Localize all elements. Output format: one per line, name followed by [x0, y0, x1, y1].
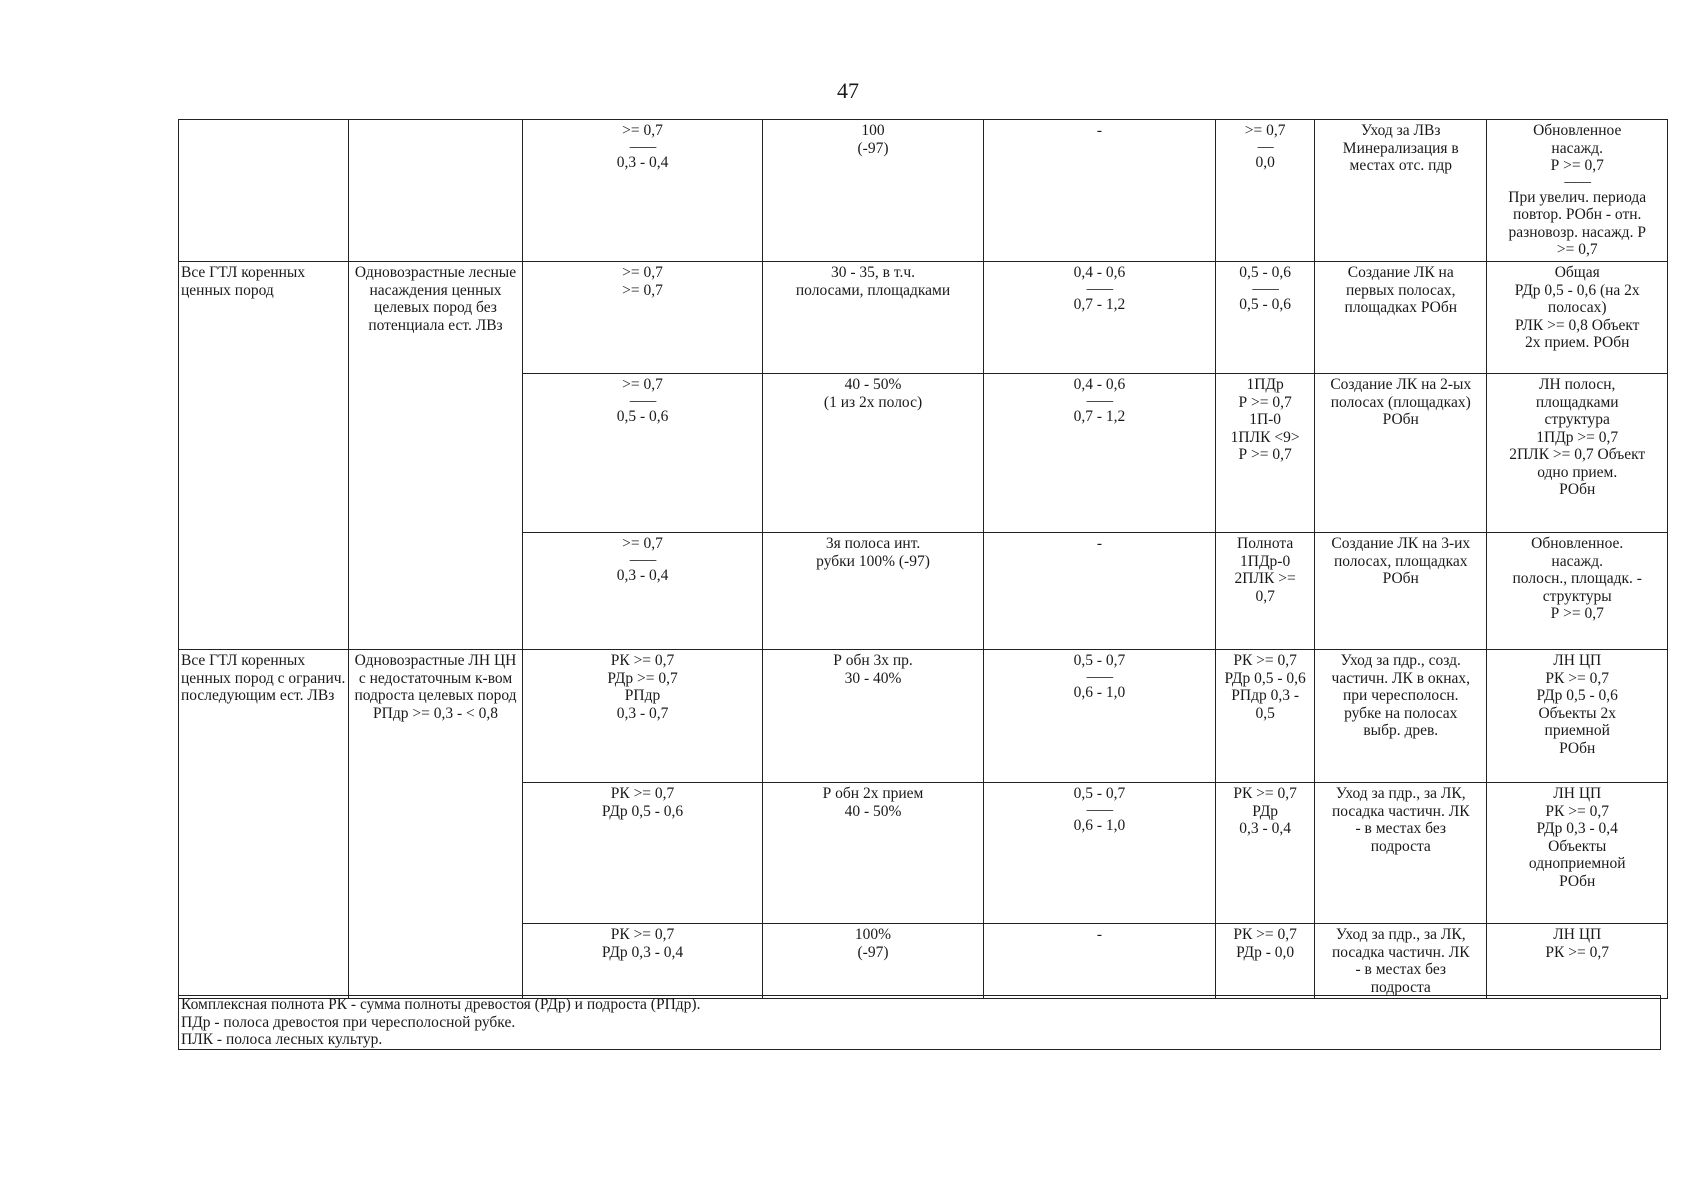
cell-text: Все ГТЛ коренных ценных пород с огранич. последующим ест. ЛВз: [181, 652, 346, 704]
cell-line: 2ПЛК >= 0,7 Объект: [1509, 446, 1646, 463]
cell-c6: [1216, 120, 1315, 262]
cell-line: полосн., площадк. -: [1512, 570, 1642, 587]
cell-line: одно прием.: [1537, 463, 1618, 481]
cell-line: подроста: [1370, 978, 1431, 996]
cell-line: РК >= 0,7: [610, 785, 675, 802]
cell-c1: [179, 650, 349, 999]
cell-line: РДр: [1252, 802, 1279, 820]
cell-c8: [1487, 783, 1668, 924]
cell-c8: [1487, 924, 1668, 999]
cell-line: Минерализация в: [1342, 139, 1459, 157]
cell-line: РК >= 0,7: [610, 652, 675, 669]
cell-c2: [349, 262, 522, 650]
cell-line: 40 - 50%: [844, 802, 902, 820]
cell-line: 0,6 - 1,0: [1073, 683, 1126, 701]
cell-line: РДр 0,5 - 0,6: [1224, 669, 1306, 687]
cell-line: ЛН ЦП: [1553, 785, 1602, 802]
cell-line: РДр 0,5 - 0,6: [1536, 687, 1618, 704]
cell-line: 1ПДр-0: [1240, 552, 1291, 570]
cell-c4: [763, 374, 983, 533]
cell-line: одноприемной: [1528, 855, 1626, 872]
cell-c8: [1487, 120, 1668, 262]
cell-line: полосах, площадках: [1333, 552, 1468, 570]
table-row: [179, 120, 1668, 262]
cell-line: Р >= 0,7: [1238, 393, 1292, 411]
cell-line: При увелич. периода: [1508, 188, 1647, 206]
cell-line: полосах (площадках): [1330, 393, 1471, 411]
cell-line: Общая: [1554, 264, 1600, 281]
cell-line: Объекты 2х: [1538, 704, 1616, 722]
cell-line: 0,5 - 0,7: [1073, 785, 1126, 802]
cell-line: подроста: [1370, 837, 1431, 855]
cell-line: насажд.: [1551, 552, 1604, 570]
cell-line: Создание ЛК на 2-ых: [1330, 376, 1472, 393]
cell-line: посадка частичн. ЛК: [1331, 943, 1470, 961]
cell-line: РОбн: [1559, 481, 1596, 498]
cell-line: 2ПЛК >=: [1234, 570, 1296, 587]
cell-c7: [1315, 120, 1487, 262]
notes-cell: [179, 996, 1661, 1050]
cell-line: местах отс. пдр: [1349, 157, 1453, 174]
cell-line: 100%: [854, 926, 892, 943]
cell-c7: [1315, 924, 1487, 999]
cell-line: 0,7 - 1,2: [1073, 407, 1126, 425]
cell-c7: [1315, 374, 1487, 533]
cell-text: Одновозрастные ЛН ЦН с недостаточным к-вом подроста целевых пород РПдр >= 0,3 - < 0,8: [354, 652, 517, 722]
cell-line: 0,5 - 0,6: [1239, 264, 1291, 281]
cell-c8: [1487, 374, 1668, 533]
cell-line: рубки 100% (-97): [816, 552, 930, 570]
cell-line: первых полосах,: [1345, 281, 1456, 299]
cell-line: 0,3 - 0,4: [616, 566, 669, 584]
cell-c8: [1487, 650, 1668, 783]
cell-line: 0,3 - 0,4: [616, 153, 669, 171]
cell-line: частичн. ЛК в окнах,: [1331, 669, 1470, 687]
cell-c4: [763, 533, 983, 650]
cell-line: Обновленное: [1533, 122, 1622, 139]
cell-line: (1 из 2х полос): [823, 393, 923, 411]
cell-line: ----------: [1086, 803, 1113, 816]
cell-c5: [983, 374, 1216, 533]
cell-line: (-97): [857, 139, 889, 157]
cell-line: РОбн: [1559, 872, 1596, 890]
cell-line: 0,5 - 0,7: [1073, 652, 1126, 669]
cell-c8: [1487, 262, 1668, 374]
cell-line: ЛН полосн,: [1539, 376, 1616, 393]
cell-c4: [763, 924, 983, 999]
cell-line: 0,6 - 1,0: [1073, 816, 1126, 834]
cell-c3: [522, 924, 763, 999]
cell-text: Одновозрастные лесные насаждения ценных целевых пород без потенциала ест. ЛВз: [354, 264, 517, 334]
cell-c2: [349, 120, 522, 262]
cell-c5: [983, 120, 1216, 262]
cell-c6: [1216, 374, 1315, 533]
cell-line: Полнота: [1237, 535, 1294, 552]
cell-line: 1ПДр: [1246, 376, 1284, 393]
cell-line: 0,7: [1255, 587, 1275, 605]
cell-c5: [983, 262, 1216, 374]
cell-line: Уход за ЛВз: [1361, 122, 1441, 139]
cell-line: >= 0,7: [1556, 241, 1598, 258]
cell-c4: [763, 650, 983, 783]
cell-line: (-97): [857, 943, 889, 961]
cell-line: РК >= 0,7: [1545, 943, 1609, 961]
cell-c5: [983, 650, 1216, 783]
cell-line: РДр 0,3 - 0,4: [1536, 820, 1618, 837]
table-row: [179, 650, 1668, 783]
cell-line: >= 0,7: [1244, 122, 1286, 139]
cell-text: Все ГТЛ коренных ценных пород: [181, 264, 306, 299]
cell-line: 2х прием. РОбн: [1525, 334, 1630, 351]
cell-line: РК >= 0,7: [1545, 802, 1609, 820]
cell-line: >= 0,7: [622, 535, 663, 552]
cell-line: РЛК >= 0,8 Объект: [1514, 316, 1640, 334]
cell-line: РК >= 0,7: [610, 926, 675, 943]
cell-line: 0,5 - 0,6: [1239, 295, 1291, 313]
cell-c4: [763, 262, 983, 374]
cell-line: Уход за пдр., за ЛК,: [1335, 785, 1466, 802]
cell-c3: [522, 262, 763, 374]
cell-c3: [522, 533, 763, 650]
cell-line: разновозр. насажд. Р: [1508, 223, 1646, 241]
cell-line: РОбн: [1382, 570, 1419, 587]
cell-line: РДр >= 0,7: [607, 669, 678, 687]
table-row: [179, 262, 1668, 374]
cell-line: 0,3 - 0,7: [616, 704, 669, 722]
cell-line: 40 - 50%: [844, 376, 902, 393]
cell-line: -: [1096, 122, 1102, 139]
cell-line: 30 - 40%: [844, 669, 902, 687]
cell-c5: [983, 533, 1216, 650]
cell-line: ------: [1257, 140, 1274, 153]
cell-line: РПдр: [624, 687, 661, 704]
forestry-table: [178, 119, 1668, 999]
cell-line: 100: [861, 122, 885, 139]
cell-line: посадка частичн. ЛК: [1331, 802, 1470, 820]
cell-line: рубке на полосах: [1344, 704, 1458, 722]
cell-line: Р >= 0,7: [1550, 157, 1604, 174]
cell-line: 0,4 - 0,6: [1073, 264, 1126, 281]
cell-c6: [1216, 533, 1315, 650]
cell-line: Уход за пдр., созд.: [1340, 652, 1461, 669]
cell-c6: [1216, 650, 1315, 783]
cell-line: ----------: [1086, 394, 1113, 407]
cell-line: структура: [1544, 411, 1610, 428]
cell-line: ----------: [1086, 282, 1113, 295]
note-line: ПДр - полоса древостоя при чересполосной рубке.: [181, 1013, 516, 1031]
cell-line: повтор. РОбн - отн.: [1513, 206, 1642, 223]
cell-c7: [1315, 650, 1487, 783]
cell-line: полосами, площадками: [795, 281, 951, 299]
cell-line: площадками: [1535, 393, 1619, 411]
page-number: 47: [837, 78, 859, 103]
cell-line: РК >= 0,7: [1545, 669, 1609, 687]
cell-line: Уход за пдр., за ЛК,: [1335, 926, 1466, 943]
cell-line: РК >= 0,7: [1233, 926, 1297, 943]
cell-c3: [522, 650, 763, 783]
cell-line: структуры: [1542, 587, 1612, 605]
cell-line: Обновленное.: [1531, 535, 1624, 552]
cell-line: >= 0,7: [622, 264, 663, 281]
notes-table: [178, 995, 1661, 1050]
note-line: ПЛК - полоса лесных культур.: [181, 1031, 383, 1048]
cell-c6: [1216, 783, 1315, 924]
cell-c1: [179, 262, 349, 650]
cell-line: полосах): [1547, 299, 1607, 316]
cell-c1: [179, 120, 349, 262]
cell-line: 1П-0: [1249, 411, 1282, 428]
cell-line: 0,7 - 1,2: [1073, 295, 1126, 313]
cell-line: РОбн: [1382, 411, 1419, 428]
cell-line: ----------: [629, 394, 656, 407]
cell-line: Объекты: [1548, 837, 1607, 855]
cell-line: приемной: [1544, 722, 1610, 739]
cell-line: 0,4 - 0,6: [1073, 376, 1126, 393]
cell-line: ----------: [629, 140, 656, 153]
cell-line: выбр. древ.: [1363, 722, 1439, 739]
cell-line: РК >= 0,7: [1233, 652, 1297, 669]
cell-line: Создание ЛК на 3-их: [1331, 535, 1471, 552]
cell-line: РДр - 0,0: [1236, 943, 1295, 961]
cell-line: Р >= 0,7: [1550, 605, 1604, 622]
cell-line: Р обн 3х пр.: [833, 652, 913, 669]
cell-line: 1ПДр >= 0,7: [1536, 428, 1619, 446]
cell-c5: [983, 783, 1216, 924]
cell-line: 30 - 35, в т.ч.: [831, 264, 916, 281]
cell-line: РДр 0,3 - 0,4: [601, 943, 684, 961]
cell-line: РК >= 0,7: [1233, 785, 1297, 802]
cell-line: ----------: [1251, 282, 1279, 295]
cell-c3: [522, 120, 763, 262]
cell-line: >= 0,7: [622, 376, 663, 393]
cell-c8: [1487, 533, 1668, 650]
cell-line: -: [1096, 926, 1102, 943]
cell-line: 3я полоса инт.: [825, 535, 921, 552]
cell-line: РОбн: [1559, 739, 1596, 757]
cell-line: ЛН ЦП: [1553, 926, 1602, 943]
cell-line: 1ПЛК <9>: [1230, 428, 1300, 446]
cell-c4: [763, 120, 983, 262]
cell-c7: [1315, 262, 1487, 374]
note-line: Комплексная полнота РК - сумма полноты древостоя (РДр) и подроста (РПдр).: [181, 996, 701, 1013]
cell-line: при чересполосн.: [1342, 687, 1459, 704]
cell-line: Р >= 0,7: [1238, 446, 1292, 463]
cell-line: - в местах без: [1355, 820, 1447, 837]
cell-line: ЛН ЦП: [1553, 652, 1602, 669]
cell-c4: [763, 783, 983, 924]
cell-line: 0,5: [1255, 704, 1275, 722]
cell-line: -: [1096, 535, 1102, 552]
cell-line: ----------: [1563, 175, 1591, 188]
cell-c3: [522, 783, 763, 924]
cell-line: - в местах без: [1355, 961, 1447, 978]
cell-line: >= 0,7: [622, 122, 663, 139]
cell-line: РДр 0,5 - 0,6 (на 2х: [1514, 281, 1640, 299]
cell-line: площадках РОбн: [1344, 299, 1457, 316]
cell-c6: [1216, 262, 1315, 374]
cell-line: РПдр 0,3 -: [1231, 687, 1299, 704]
cell-line: ----------: [1086, 670, 1113, 683]
cell-c6: [1216, 924, 1315, 999]
cell-c7: [1315, 783, 1487, 924]
cell-c3: [522, 374, 763, 533]
cell-line: ----------: [629, 553, 656, 566]
cell-line: РДр 0,5 - 0,6: [601, 802, 684, 820]
cell-c7: [1315, 533, 1487, 650]
cell-line: Создание ЛК на: [1347, 264, 1454, 281]
cell-line: >= 0,7: [622, 281, 663, 299]
cell-c5: [983, 924, 1216, 999]
cell-line: 0,3 - 0,4: [1239, 820, 1291, 837]
cell-line: насажд.: [1551, 139, 1604, 157]
cell-c2: [349, 650, 522, 999]
cell-line: 0,0: [1255, 153, 1275, 171]
cell-line: 0,5 - 0,6: [616, 407, 669, 425]
cell-line: Р обн 2х прием: [822, 785, 924, 802]
